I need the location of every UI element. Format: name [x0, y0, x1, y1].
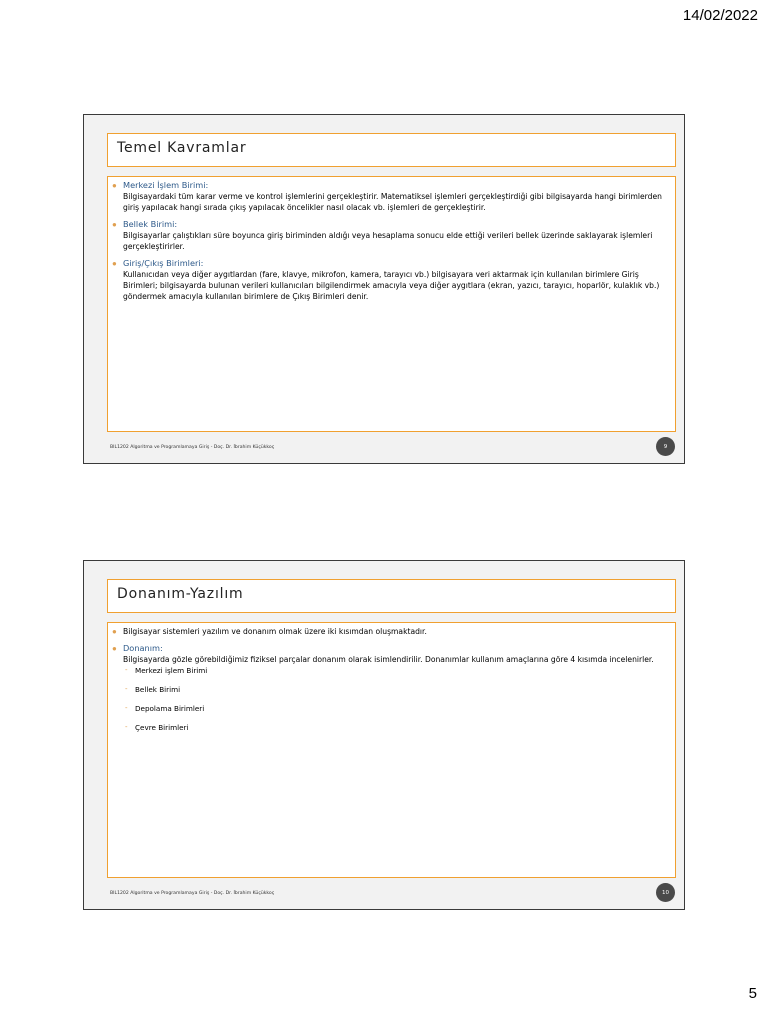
bullet-item	[112, 219, 667, 252]
bullet-dot-icon: ●	[112, 181, 117, 190]
bullet-body: Bilgisayar sistemleri yazılım ve donanım olmak üzere iki kısımdan oluşmaktadır.	[123, 627, 427, 636]
slide-content	[107, 622, 676, 878]
bullet-item	[112, 258, 667, 302]
dash-icon: -	[125, 685, 128, 693]
slide-temel-kavramlar	[83, 114, 685, 464]
dash-icon: -	[125, 723, 128, 731]
slide-donanim-yazilim	[83, 560, 685, 910]
bullet-heading: Giriş/Çıkış Birimleri:	[123, 258, 204, 268]
dash-icon: -	[125, 666, 128, 674]
slide-title-box	[107, 579, 676, 613]
page-date: 14/02/2022	[682, 7, 758, 24]
bullet-heading: Bellek Birimi:	[123, 219, 178, 229]
slide-number-badge: 9	[656, 437, 675, 456]
bullet-body: Bilgisayarlar çalıştıkları süre boyunca giriş biriminden aldığı veya hesaplama sonucu elde ettiği verileri bellek üzerinde saklayarak işlemleri gerçekleştirirler.	[123, 231, 653, 251]
bullet-body: Kullanıcıdan veya diğer aygıtlardan (fare, klavye, mikrofon, kamera, tarayıcı vb.) bilgisayara veri aktarmak için kullanılan birimlere Giriş Birimleri; bilgisayarda bulunan verileri kullanıcıları bilgilendirmek amacıyla veya diğer aygıtlara (ekran, yazıcı, tarayıcı, hoparlör, kulaklık vb.) göndermek amacıyla kullanılan birimlere de Çıkış Birimleri denir.	[123, 270, 660, 301]
bullet-body: Bilgisayardaki tüm karar verme ve kontrol işlemlerini gerçekleştirir. Matematiksel işlemleri gerçekleştirdiği gibi bilgisayarda hangi birimlerden giriş yapılacak hangi sırada çıkış yapılacak öncelikler nasıl olacak vb. işlemleri de gerçekleştirir.	[123, 192, 662, 212]
bullet-heading: Merkezi İşlem Birimi:	[123, 180, 209, 190]
slide-footer: BIL1202 Algoritma ve Programlamaya Giriş - Doç. Dr. İbrahim Küçükkoç	[110, 891, 275, 896]
sub-bullet-item	[123, 722, 667, 733]
sub-bullet-label: Bellek Birimi	[135, 685, 181, 694]
bullet-dot-icon: ●	[112, 220, 117, 229]
bullet-dot-icon: ●	[112, 644, 117, 653]
dash-icon: -	[125, 704, 128, 712]
slide-title-box	[107, 133, 676, 167]
slide-number-badge: 10	[656, 883, 675, 902]
bullet-dot-icon: ●	[112, 259, 117, 268]
slide-title: Temel Kavramlar	[117, 140, 247, 156]
slide-title: Donanım-Yazılım	[117, 586, 244, 602]
bullet-item	[112, 180, 667, 213]
sub-bullet-item	[123, 665, 667, 676]
sub-bullet-item	[123, 703, 667, 714]
sub-bullet-item	[123, 684, 667, 695]
bullet-dot-icon: ●	[112, 627, 117, 636]
sub-bullet-label: Merkezi işlem Birimi	[135, 666, 208, 675]
slide-footer: BIL1202 Algoritma ve Programlamaya Giriş - Doç. Dr. İbrahim Küçükkoç	[110, 445, 275, 450]
slide-content	[107, 176, 676, 432]
sub-bullet-label: Depolama Birimleri	[135, 704, 205, 713]
bullet-item	[112, 626, 667, 637]
sub-bullet-label: Çevre Birimleri	[135, 723, 189, 732]
bullet-list	[112, 180, 667, 302]
bullet-body: Bilgisayarda gözle görebildiğimiz fiziksel parçalar donanım olarak isimlendirilir. Donanımlar kullanım amaçlarına göre 4 kısımda incelenirler.	[123, 655, 654, 664]
bullet-heading: Donanım:	[123, 643, 163, 653]
sub-bullet-list	[123, 665, 667, 733]
page-number: 5	[748, 985, 757, 1002]
bullet-item	[112, 643, 667, 733]
bullet-list	[112, 626, 667, 733]
